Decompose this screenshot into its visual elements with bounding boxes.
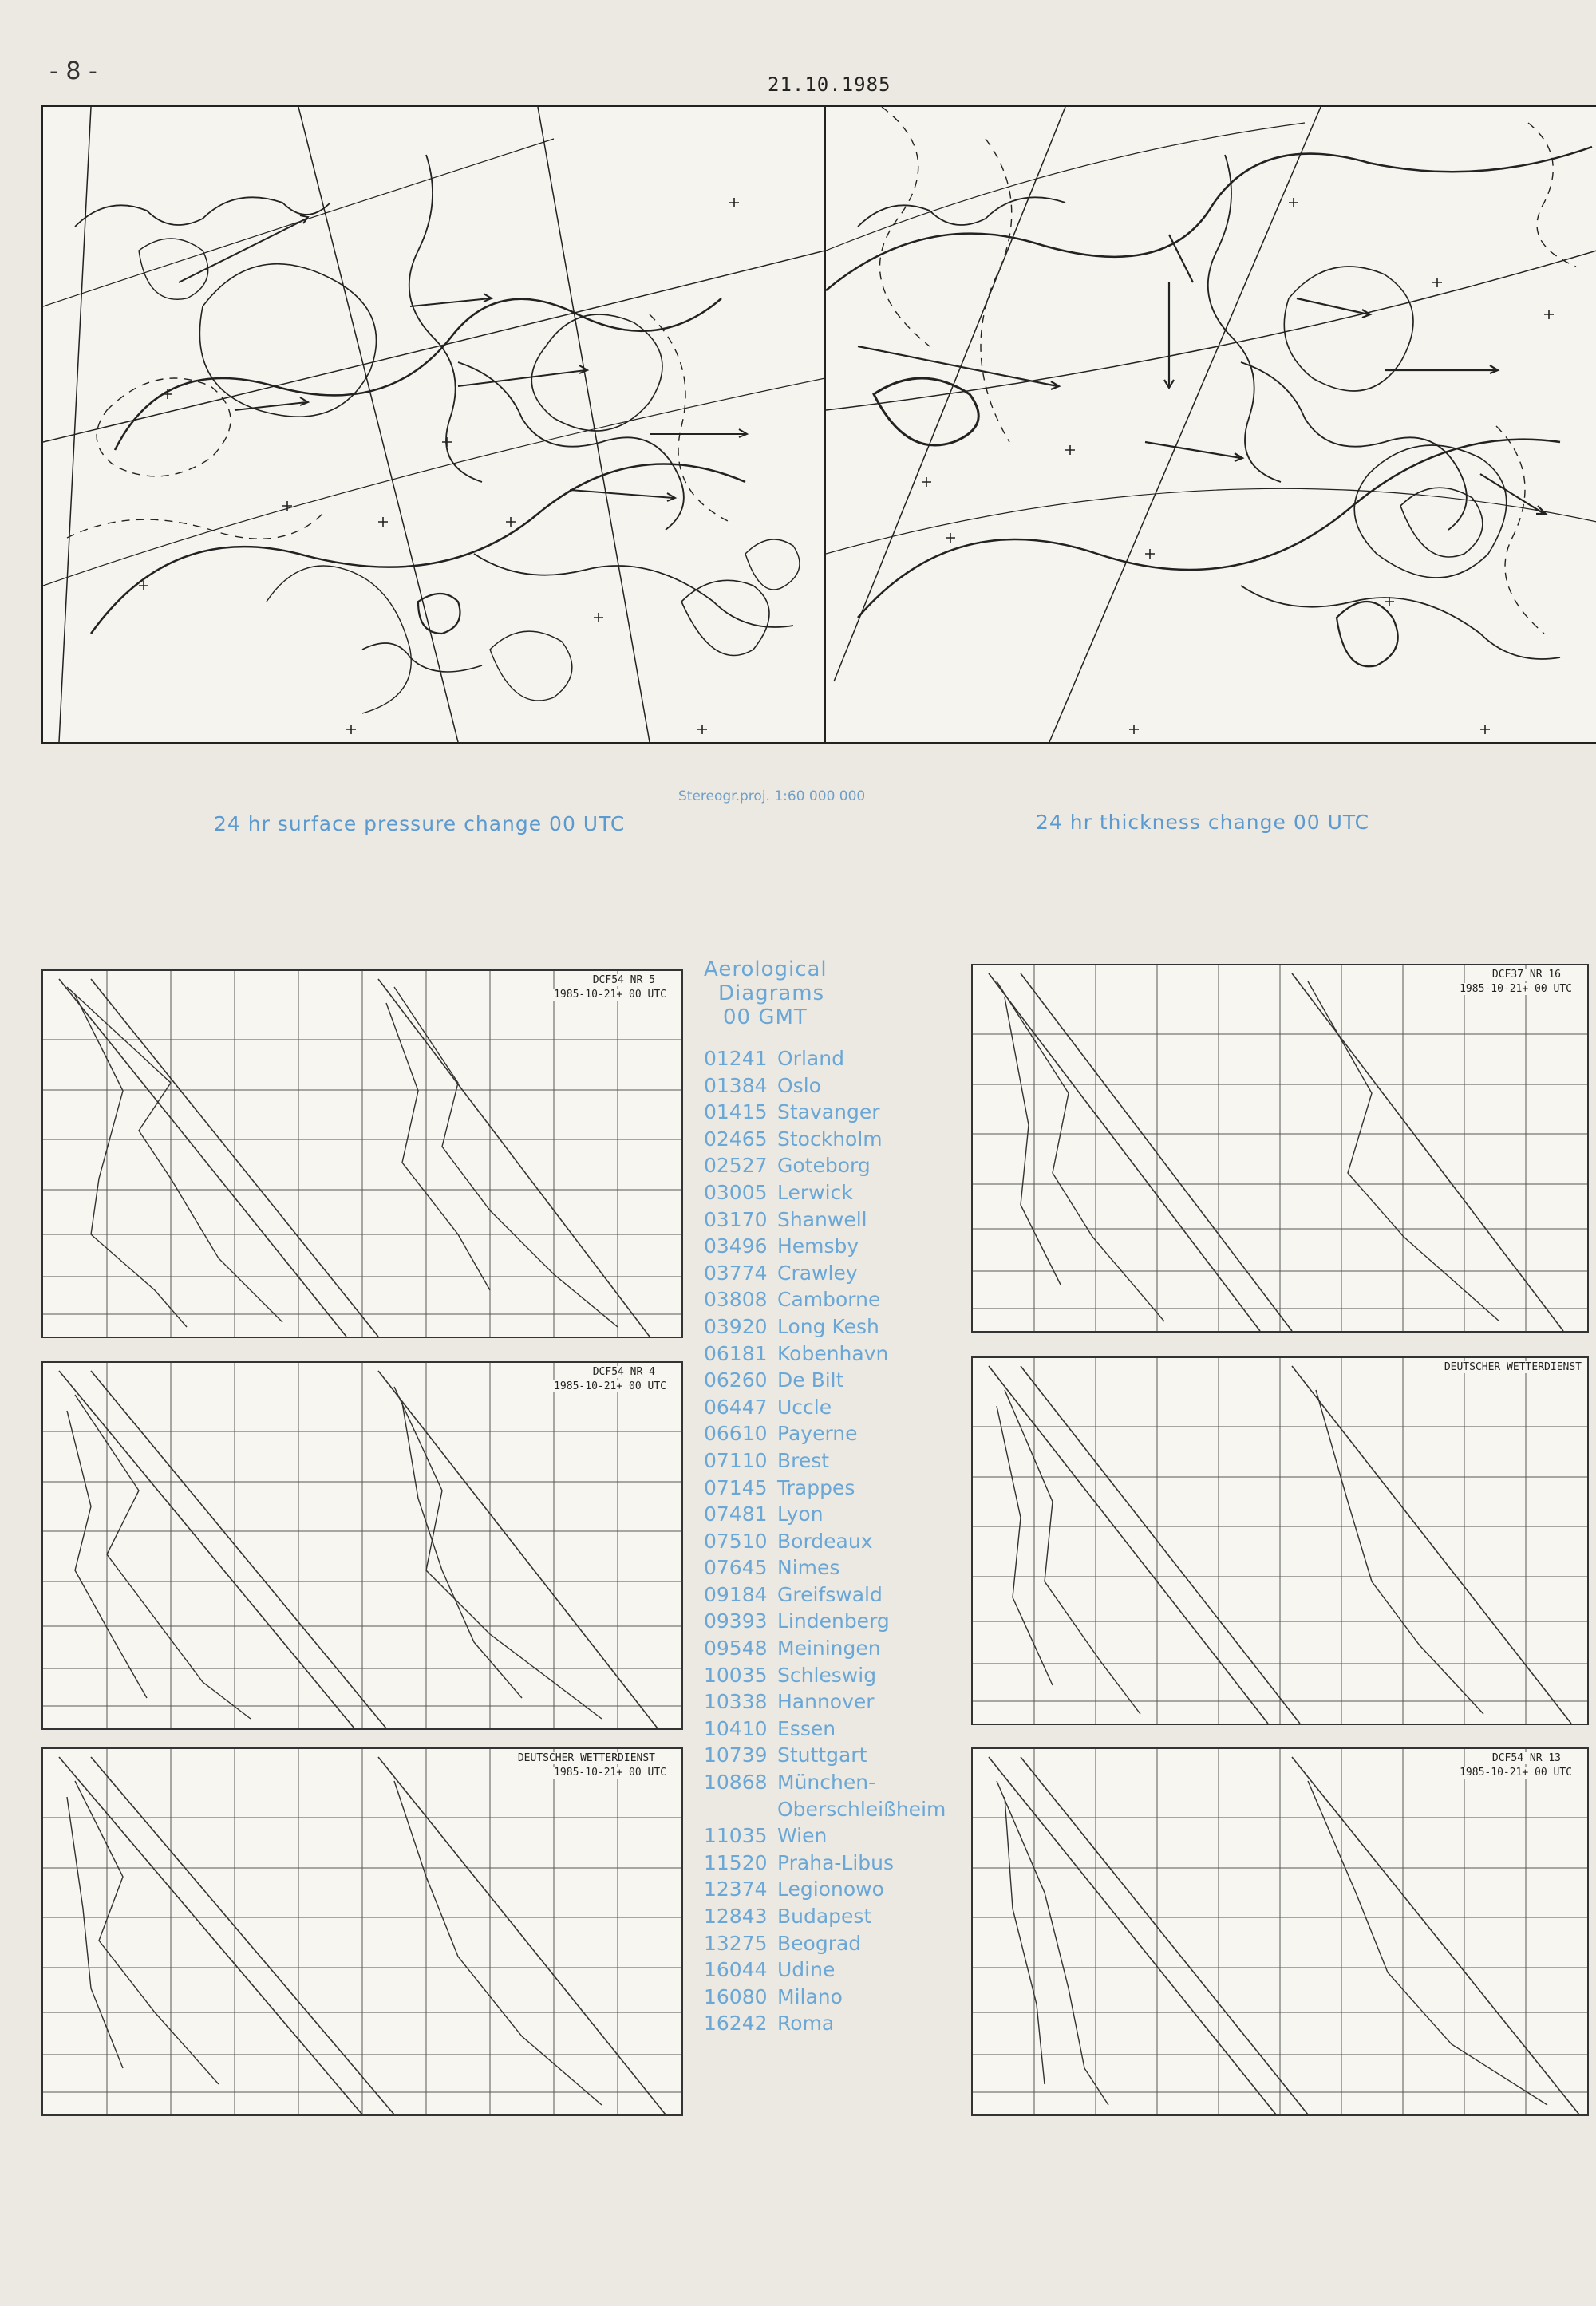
list-item: 06260 De Bilt bbox=[704, 1368, 844, 1392]
aerological-title bbox=[704, 958, 959, 1029]
list-item: 11035 Wien bbox=[704, 1824, 828, 1848]
list-item: 16080 Milano bbox=[704, 1984, 843, 2008]
station-list bbox=[704, 1045, 959, 2037]
title-line-2: Diagrams bbox=[718, 981, 825, 1005]
list-item: 06181 Kobenhavn bbox=[704, 1341, 889, 1365]
thickness-change-map bbox=[824, 105, 1596, 744]
list-item: 02527 Goteborg bbox=[704, 1154, 871, 1178]
aerological-diagram-left-top bbox=[41, 969, 683, 1338]
page-number: - 8 - bbox=[49, 57, 97, 85]
diagram-stamp: 1985-10-21+ 00 UTC bbox=[1457, 1767, 1574, 1779]
diagram-label: DCF54 NR 13 bbox=[1490, 1752, 1563, 1764]
aerological-diagram-left-bottom bbox=[41, 1747, 683, 2116]
title-line-3: 00 GMT bbox=[723, 1005, 808, 1029]
aerological-diagram-right-top bbox=[971, 964, 1589, 1333]
list-item: 03005 Lerwick bbox=[704, 1180, 853, 1204]
aerological-diagram-left-mid bbox=[41, 1361, 683, 1730]
list-item: 03170 Shanwell bbox=[704, 1207, 867, 1231]
list-item: 07145 Trappes bbox=[704, 1475, 855, 1499]
aerological-diagram-right-bottom bbox=[971, 1747, 1589, 2116]
list-item: 06447 Uccle bbox=[704, 1395, 832, 1419]
list-item: 01241 Orland bbox=[704, 1047, 844, 1070]
list-item: 13275 Beograd bbox=[704, 1931, 862, 1955]
list-item: 10338 Hannover bbox=[704, 1690, 875, 1714]
list-item: 02465 Stockholm bbox=[704, 1127, 883, 1151]
list-item: 03496 Hemsby bbox=[704, 1234, 859, 1258]
list-item: 11520 Praha-Libus bbox=[704, 1850, 895, 1874]
list-item: 06610 Payerne bbox=[704, 1422, 858, 1446]
list-item: 09548 Meiningen bbox=[704, 1637, 881, 1660]
title-line-1: Aerological bbox=[704, 958, 828, 981]
list-item: 12843 Budapest bbox=[704, 1905, 872, 1928]
list-item: 10035 Schleswig bbox=[704, 1663, 877, 1687]
diagram-stamp: 1985-10-21+ 00 UTC bbox=[551, 1767, 669, 1779]
list-item: 07645 Nimes bbox=[704, 1556, 840, 1580]
list-item: 07110 Brest bbox=[704, 1448, 830, 1472]
list-item: 10868 München- bbox=[704, 1771, 876, 1795]
list-item: 01384 Oslo bbox=[704, 1073, 821, 1097]
list-item: 12374 Legionowo bbox=[704, 1878, 884, 1901]
list-item: 09393 Lindenberg bbox=[704, 1609, 890, 1633]
list-item: 09184 Greifswald bbox=[704, 1582, 883, 1606]
page-date: 21.10.1985 bbox=[768, 73, 891, 96]
diagram-label: DCF37 NR 16 bbox=[1490, 969, 1563, 981]
list-item: Oberschleißheim bbox=[777, 1797, 946, 1821]
list-item: 16242 Roma bbox=[704, 2012, 835, 2036]
list-item: 01415 Stavanger bbox=[704, 1100, 880, 1124]
aerological-diagram-right-mid bbox=[971, 1356, 1589, 1725]
list-item: 03920 Long Kesh bbox=[704, 1314, 879, 1338]
diagram-label: DEUTSCHER WETTERDIENST bbox=[1442, 1361, 1584, 1373]
surface-pressure-change-map bbox=[41, 105, 827, 744]
diagram-stamp: 1985-10-21+ 00 UTC bbox=[1457, 983, 1574, 995]
list-item: 03774 Crawley bbox=[704, 1261, 858, 1285]
projection-label: Stereogr.proj. 1:60 000 000 bbox=[678, 788, 866, 804]
list-item: 16044 Udine bbox=[704, 1958, 836, 1982]
list-item: 10410 Essen bbox=[704, 1716, 836, 1740]
diagram-stamp: 1985-10-21+ 00 UTC bbox=[551, 989, 669, 1001]
diagram-label: DEUTSCHER WETTERDIENST bbox=[516, 1752, 658, 1764]
list-item: 10739 Stuttgart bbox=[704, 1743, 867, 1767]
list-item: 03808 Camborne bbox=[704, 1288, 881, 1312]
list-item: 07510 Bordeaux bbox=[704, 1529, 873, 1553]
aerological-station-list bbox=[704, 958, 959, 2037]
list-item: 07481 Lyon bbox=[704, 1502, 824, 1526]
thickness-caption: 24 hr thickness change 00 UTC bbox=[1036, 811, 1370, 834]
surface-pressure-caption: 24 hr surface pressure change 00 UTC bbox=[214, 812, 626, 835]
diagram-label: DCF54 NR 5 bbox=[591, 974, 658, 986]
diagram-label: DCF54 NR 4 bbox=[591, 1366, 658, 1378]
diagram-stamp: 1985-10-21+ 00 UTC bbox=[551, 1380, 669, 1392]
